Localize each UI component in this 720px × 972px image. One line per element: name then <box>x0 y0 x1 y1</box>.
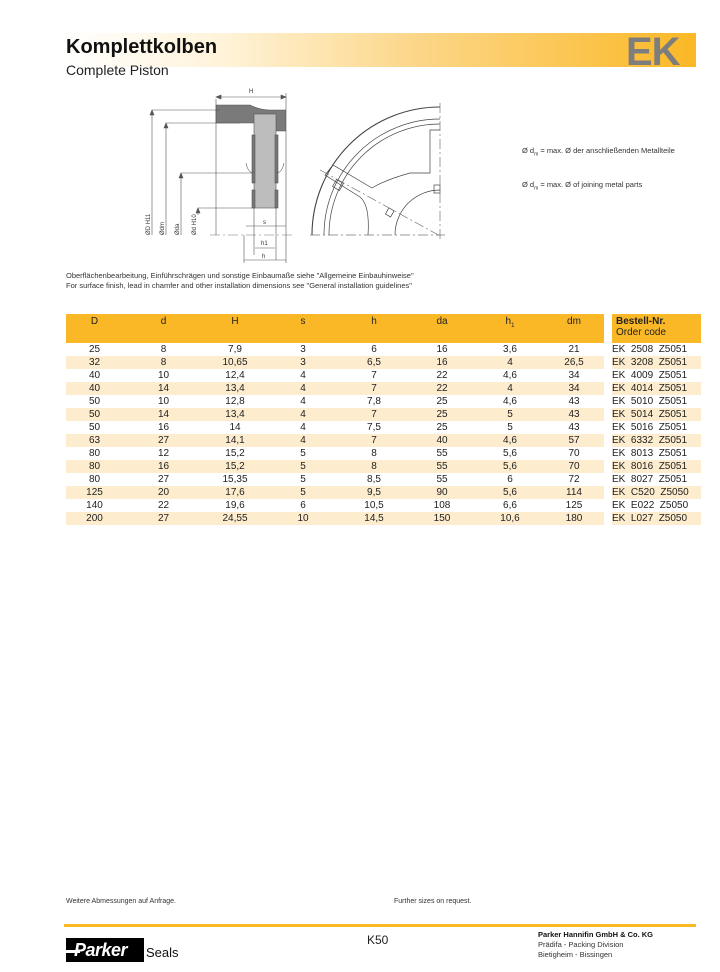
company-division: Prädifa - Packing Division <box>538 940 624 949</box>
cell-s: 5 <box>300 448 306 459</box>
cell-h1: 5 <box>476 408 544 421</box>
header-gap <box>604 314 612 343</box>
product-code-badge: EK <box>626 30 680 74</box>
row-gap <box>604 343 612 356</box>
cell-s: 4 <box>266 434 340 447</box>
cell-D: 50 <box>88 396 101 407</box>
cell-da: 40 <box>408 434 476 447</box>
cell-dm: 114 <box>544 486 604 499</box>
cell-D: 80 <box>88 448 101 459</box>
table-header-row <box>66 314 701 343</box>
cell-D: 32 <box>66 356 123 369</box>
cell-da: 16 <box>408 356 476 369</box>
cell-da: 150 <box>408 512 476 525</box>
table-row <box>66 382 701 395</box>
cell-d: 10 <box>157 396 170 407</box>
cell-H: 15,35 <box>222 474 248 485</box>
cell-D: 40 <box>88 370 101 381</box>
cell-s: 5 <box>300 474 306 485</box>
table-row <box>66 395 701 408</box>
cell-h: 9,5 <box>340 486 408 499</box>
col-header-dm: dm <box>544 314 604 343</box>
cell-h: 10,5 <box>364 500 384 511</box>
table-row <box>66 434 701 447</box>
cell-h1: 5 <box>507 422 513 433</box>
cell-h1: 6,6 <box>503 500 517 511</box>
cell-da: 90 <box>408 486 476 499</box>
cell-d: 20 <box>123 486 204 499</box>
cell-h: 6,5 <box>340 356 408 369</box>
cell-dm: 70 <box>544 460 604 473</box>
cell-D: 80 <box>88 474 101 485</box>
cell-h1: 4 <box>476 382 544 395</box>
cell-d: 14 <box>123 382 204 395</box>
dim-label-dm: Ødm <box>160 221 166 235</box>
company-name: Parker Hannifin GmbH & Co. KG <box>538 930 654 939</box>
cell-H: 17,6 <box>204 486 266 499</box>
table-row <box>66 447 701 460</box>
cell-s: 4 <box>300 422 306 433</box>
cell-H: 12,8 <box>225 396 245 407</box>
cell-h1: 5,6 <box>476 486 544 499</box>
cell-dm: 43 <box>544 408 604 421</box>
cell-dm: 43 <box>568 396 580 407</box>
cell-h1: 10,6 <box>476 512 544 525</box>
dim-label-da: Øda <box>175 223 181 235</box>
cell-s: 10 <box>266 512 340 525</box>
cell-order-code: EK 5010 Z5051 <box>612 396 688 407</box>
cell-H: 12,4 <box>225 370 245 381</box>
cell-d: 8 <box>160 344 167 355</box>
cell-H: 15,2 <box>225 448 245 459</box>
cell-D: 40 <box>66 382 123 395</box>
cell-order-code: EK 6332 Z5051 <box>612 434 701 447</box>
table-row <box>66 486 701 499</box>
cell-H: 13,4 <box>204 382 266 395</box>
cell-h1: 4,6 <box>503 370 517 381</box>
installation-note-en: For surface finish, lead in chamfer and other installation dimensions see "General installation guidelines" <box>66 281 412 290</box>
further-sizes-de: Weitere Abmessungen auf Anfrage. <box>66 898 176 905</box>
cell-s: 4 <box>300 370 306 381</box>
further-sizes-en: Further sizes on request. <box>394 898 472 905</box>
cell-s: 5 <box>266 486 340 499</box>
page-title: Komplettkolben <box>66 36 218 58</box>
dim-label-h: h <box>262 254 266 260</box>
cell-H: 7,9 <box>228 344 242 355</box>
cell-s: 4 <box>266 408 340 421</box>
cell-h1: 3,6 <box>503 344 517 355</box>
cell-H: 10,65 <box>204 356 266 369</box>
cell-d: 22 <box>157 500 170 511</box>
cell-order-code: EK E022 Z5050 <box>612 500 689 511</box>
cell-h: 7 <box>340 382 408 395</box>
cell-D: 140 <box>86 500 103 511</box>
row-gap <box>604 421 612 434</box>
row-gap <box>604 395 612 408</box>
cell-order-code: EK L027 Z5050 <box>612 512 701 525</box>
col-header-H: H <box>204 314 266 343</box>
cell-d: 27 <box>123 512 204 525</box>
table-row <box>66 512 701 525</box>
cell-H: 14 <box>229 422 241 433</box>
cell-dm: 70 <box>568 448 580 459</box>
cell-D: 80 <box>66 460 123 473</box>
dim-label-H: H <box>249 89 254 95</box>
cell-h: 7 <box>340 434 408 447</box>
cell-D: 125 <box>66 486 123 499</box>
cell-h1: 4,6 <box>476 434 544 447</box>
quarter-view <box>310 103 445 240</box>
cell-order-code: EK 4009 Z5051 <box>612 370 688 381</box>
cell-da: 22 <box>408 382 476 395</box>
company-info <box>538 930 653 960</box>
row-gap <box>604 473 612 486</box>
cell-D: 200 <box>66 512 123 525</box>
cell-order-code: EK 8013 Z5051 <box>612 448 688 459</box>
cell-s: 3 <box>300 344 306 355</box>
cell-order-code: EK 4014 Z5051 <box>612 382 701 395</box>
col-header-D: D <box>66 314 123 343</box>
cell-order-code: EK 3208 Z5051 <box>612 356 701 369</box>
cell-D: 25 <box>88 344 101 355</box>
dm-note-en: Ø $d_m = \max$. Ø of joining metal parts <box>522 180 643 192</box>
row-gap <box>604 486 612 499</box>
cell-da: 55 <box>408 460 476 473</box>
col-header-d: d <box>123 314 204 343</box>
cell-H: 24,55 <box>204 512 266 525</box>
cell-dm: 57 <box>544 434 604 447</box>
cell-order-code: EK 2508 Z5051 <box>612 344 688 355</box>
cell-s: 6 <box>300 500 306 511</box>
cell-H: 15,2 <box>204 460 266 473</box>
cell-da: 55 <box>436 474 448 485</box>
cell-s: 3 <box>266 356 340 369</box>
row-gap <box>604 382 612 395</box>
cell-d: 10 <box>157 370 170 381</box>
row-gap <box>604 499 612 512</box>
row-gap <box>604 369 612 382</box>
cell-dm: 26,5 <box>544 356 604 369</box>
cell-h: 7 <box>340 408 408 421</box>
cell-h1: 5,6 <box>476 460 544 473</box>
cell-da: 108 <box>433 500 451 511</box>
row-gap <box>604 356 612 369</box>
cell-order-code: EK 8027 Z5051 <box>612 474 688 485</box>
cell-dm: 125 <box>565 500 583 511</box>
row-gap <box>604 447 612 460</box>
cell-da: 16 <box>436 344 448 355</box>
table-row <box>66 421 701 434</box>
row-gap <box>604 460 612 473</box>
cell-h: 8,5 <box>367 474 381 485</box>
cell-s: 5 <box>266 460 340 473</box>
cell-d: 16 <box>157 422 170 433</box>
cell-d: 27 <box>157 474 170 485</box>
page-number: K50 <box>367 933 389 947</box>
cross-section-view <box>150 93 295 263</box>
table-row <box>66 343 701 356</box>
dimensions-table <box>66 314 701 525</box>
cell-D: 63 <box>66 434 123 447</box>
cell-da: 25 <box>436 422 448 433</box>
page-subtitle: Complete Piston <box>66 62 169 78</box>
cell-dm: 180 <box>544 512 604 525</box>
dim-label-s: s <box>263 220 266 226</box>
cell-h: 6 <box>371 344 377 355</box>
cell-H: 13,4 <box>204 408 266 421</box>
cell-dm: 21 <box>568 344 580 355</box>
cell-H: 14,1 <box>204 434 266 447</box>
col-header-h1: $h_1$ <box>476 314 544 343</box>
table-row <box>66 408 701 421</box>
row-gap <box>604 512 612 525</box>
cell-order-code: EK 8016 Z5051 <box>612 460 701 473</box>
cell-da: 22 <box>436 370 448 381</box>
row-gap <box>604 408 612 421</box>
cell-order-code: EK 5014 Z5051 <box>612 408 701 421</box>
table-row <box>66 473 701 486</box>
cell-h: 7,8 <box>367 396 381 407</box>
cell-h: 14,5 <box>340 512 408 525</box>
cell-da: 25 <box>436 396 448 407</box>
cell-d: 14 <box>123 408 204 421</box>
cell-s: 4 <box>266 382 340 395</box>
cell-h1: 5,6 <box>503 448 517 459</box>
cell-d: 16 <box>123 460 204 473</box>
table-row <box>66 356 701 369</box>
row-gap <box>604 434 612 447</box>
installation-note <box>66 271 414 291</box>
cell-h: 7,5 <box>367 422 381 433</box>
col-header-s: s <box>266 314 340 343</box>
cell-d: 8 <box>123 356 204 369</box>
col-header-h: h <box>340 314 408 343</box>
cell-D: 50 <box>66 408 123 421</box>
cell-H: 19,6 <box>225 500 245 511</box>
cell-dm: 34 <box>568 370 580 381</box>
cell-d: 27 <box>123 434 204 447</box>
cell-order-code: EK C520 Z5050 <box>612 486 701 499</box>
cell-h1: 4,6 <box>503 396 517 407</box>
parker-logo-text: Parker <box>74 940 128 960</box>
parker-logo-suffix: Seals <box>146 945 179 960</box>
cell-h: 8 <box>371 448 377 459</box>
dim-label-D: ØD H11 <box>146 213 152 235</box>
cell-d: 12 <box>157 448 170 459</box>
technical-drawing <box>140 85 480 265</box>
cell-order-code: EK 5016 Z5051 <box>612 422 688 433</box>
cell-da: 55 <box>436 448 448 459</box>
cell-dm: 72 <box>568 474 580 485</box>
cell-D: 50 <box>88 422 101 433</box>
cell-dm: 34 <box>544 382 604 395</box>
table-row <box>66 499 701 512</box>
cell-h1: 4 <box>476 356 544 369</box>
table-row <box>66 460 701 473</box>
col-header-order-code: Bestell-Nr. Order code <box>612 314 701 343</box>
cell-h: 7 <box>371 370 377 381</box>
dim-label-h1: h1 <box>261 241 268 247</box>
company-location: Bietigheim - Bissingen <box>538 950 613 959</box>
cell-h: 8 <box>340 460 408 473</box>
footer-divider <box>64 924 696 927</box>
cell-dm: 43 <box>568 422 580 433</box>
table-row <box>66 369 701 382</box>
col-header-da: da <box>408 314 476 343</box>
cell-s: 4 <box>300 396 306 407</box>
dm-note-de: Ø $d_m = \max$. Ø der anschließenden Metallteile <box>522 146 675 158</box>
installation-note-de: Oberflächenbearbeitung, Einführschrägen und sonstige Einbaumaße siehe "Allgemeine Einbauhinweise" <box>66 271 414 280</box>
cell-da: 25 <box>408 408 476 421</box>
cell-h1: 6 <box>507 474 513 485</box>
dim-label-d: Ød H10 <box>192 214 198 235</box>
